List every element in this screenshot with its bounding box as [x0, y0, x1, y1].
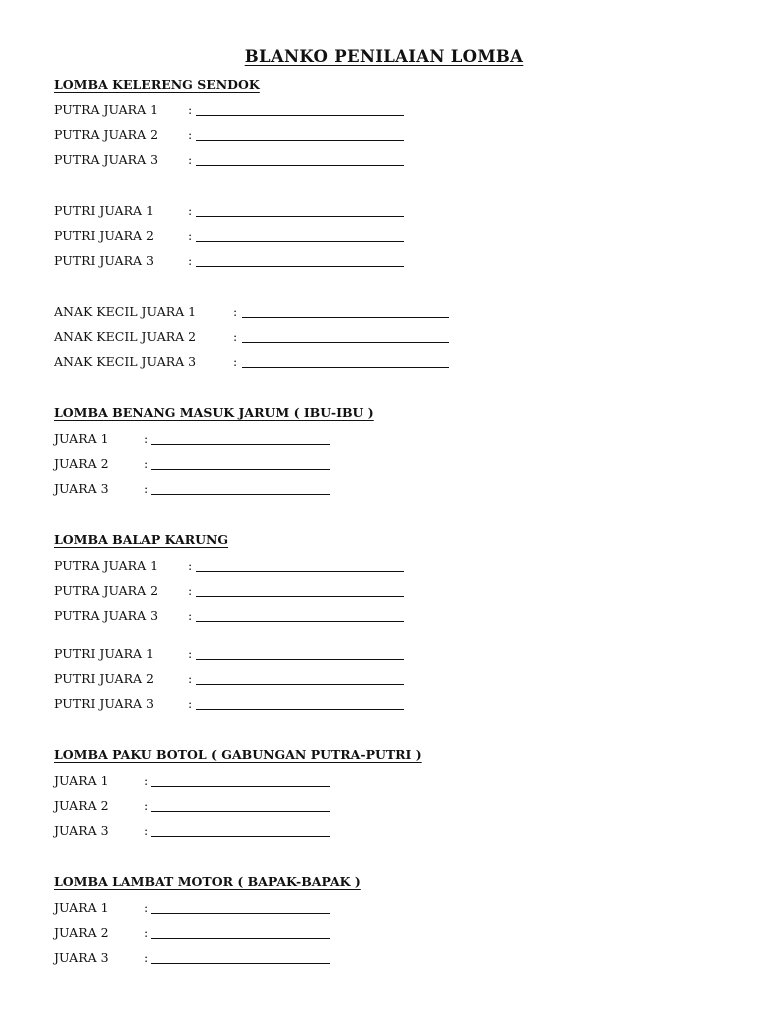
entry-label: JUARA 1 [54, 900, 109, 915]
entry-label: JUARA 2 [54, 925, 109, 940]
entry-blank-line[interactable] [196, 659, 404, 660]
entry-label: JUARA 3 [54, 823, 109, 838]
entry-colon: : [144, 925, 149, 940]
section-heading: LOMBA BENANG MASUK JARUM ( IBU-IBU ) [54, 405, 374, 420]
entry-colon: : [188, 608, 193, 623]
entry-label: PUTRA JUARA 1 [54, 102, 159, 117]
entry-colon: : [144, 431, 149, 446]
section-heading: LOMBA LAMBAT MOTOR ( BAPAK-BAPAK ) [54, 874, 361, 889]
entry-label: JUARA 2 [54, 798, 109, 813]
entry-colon: : [144, 798, 149, 813]
section-heading: LOMBA KELERENG SENDOK [54, 77, 260, 92]
entry-label: PUTRI JUARA 2 [54, 228, 154, 243]
entry-label: PUTRI JUARA 2 [54, 671, 154, 686]
entry-label: PUTRI JUARA 1 [54, 203, 154, 218]
entry-blank-line[interactable] [196, 165, 404, 166]
section-heading: LOMBA PAKU BOTOL ( GABUNGAN PUTRA-PUTRI ) [54, 747, 422, 762]
entry-colon: : [233, 354, 238, 369]
entry-label: ANAK KECIL JUARA 1 [54, 304, 197, 319]
entry-label: PUTRA JUARA 2 [54, 127, 159, 142]
entry-label: JUARA 2 [54, 456, 109, 471]
entry-label: JUARA 1 [54, 431, 109, 446]
entry-blank-line[interactable] [196, 216, 404, 217]
entry-colon: : [144, 481, 149, 496]
entry-blank-line[interactable] [196, 266, 404, 267]
entry-blank-line[interactable] [151, 913, 330, 914]
entry-blank-line[interactable] [196, 709, 404, 710]
entry-blank-line[interactable] [151, 786, 330, 787]
entry-label: JUARA 3 [54, 481, 109, 496]
entry-label: JUARA 3 [54, 950, 109, 965]
entry-blank-line[interactable] [151, 811, 330, 812]
entry-blank-line[interactable] [196, 571, 404, 572]
entry-colon: : [188, 152, 193, 167]
entry-colon: : [233, 329, 238, 344]
entry-blank-line[interactable] [196, 140, 404, 141]
entry-colon: : [188, 127, 193, 142]
entry-blank-line[interactable] [196, 596, 404, 597]
entry-colon: : [188, 583, 193, 598]
entry-colon: : [144, 950, 149, 965]
entry-colon: : [144, 773, 149, 788]
entry-label: PUTRA JUARA 3 [54, 608, 159, 623]
entry-colon: : [188, 253, 193, 268]
entry-colon: : [233, 304, 238, 319]
entry-colon: : [188, 646, 193, 661]
entry-colon: : [144, 823, 149, 838]
entry-label: PUTRA JUARA 2 [54, 583, 159, 598]
entry-label: PUTRI JUARA 3 [54, 696, 154, 711]
entry-blank-line[interactable] [151, 836, 330, 837]
entry-colon: : [188, 696, 193, 711]
entry-label: ANAK KECIL JUARA 3 [54, 354, 197, 369]
entry-label: PUTRA JUARA 1 [54, 558, 159, 573]
page-title: BLANKO PENILAIAN LOMBA [244, 47, 524, 66]
entry-label: PUTRI JUARA 3 [54, 253, 154, 268]
entry-colon: : [188, 228, 193, 243]
entry-blank-line[interactable] [196, 241, 404, 242]
entry-blank-line[interactable] [151, 469, 330, 470]
entry-blank-line[interactable] [196, 621, 404, 622]
entry-blank-line[interactable] [151, 494, 330, 495]
entry-label: JUARA 1 [54, 773, 109, 788]
entry-colon: : [188, 671, 193, 686]
entry-colon: : [144, 900, 149, 915]
entry-blank-line[interactable] [242, 367, 449, 368]
entry-colon: : [188, 203, 193, 218]
entry-blank-line[interactable] [242, 342, 449, 343]
entry-colon: : [188, 558, 193, 573]
entry-label: PUTRI JUARA 1 [54, 646, 154, 661]
entry-blank-line[interactable] [242, 317, 449, 318]
entry-blank-line[interactable] [196, 115, 404, 116]
entry-label: PUTRA JUARA 3 [54, 152, 159, 167]
section-heading: LOMBA BALAP KARUNG [54, 532, 229, 547]
entry-colon: : [144, 456, 149, 471]
entry-blank-line[interactable] [151, 444, 330, 445]
entry-blank-line[interactable] [151, 963, 330, 964]
entry-blank-line[interactable] [196, 684, 404, 685]
entry-colon: : [188, 102, 193, 117]
entry-blank-line[interactable] [151, 938, 330, 939]
entry-label: ANAK KECIL JUARA 2 [54, 329, 197, 344]
